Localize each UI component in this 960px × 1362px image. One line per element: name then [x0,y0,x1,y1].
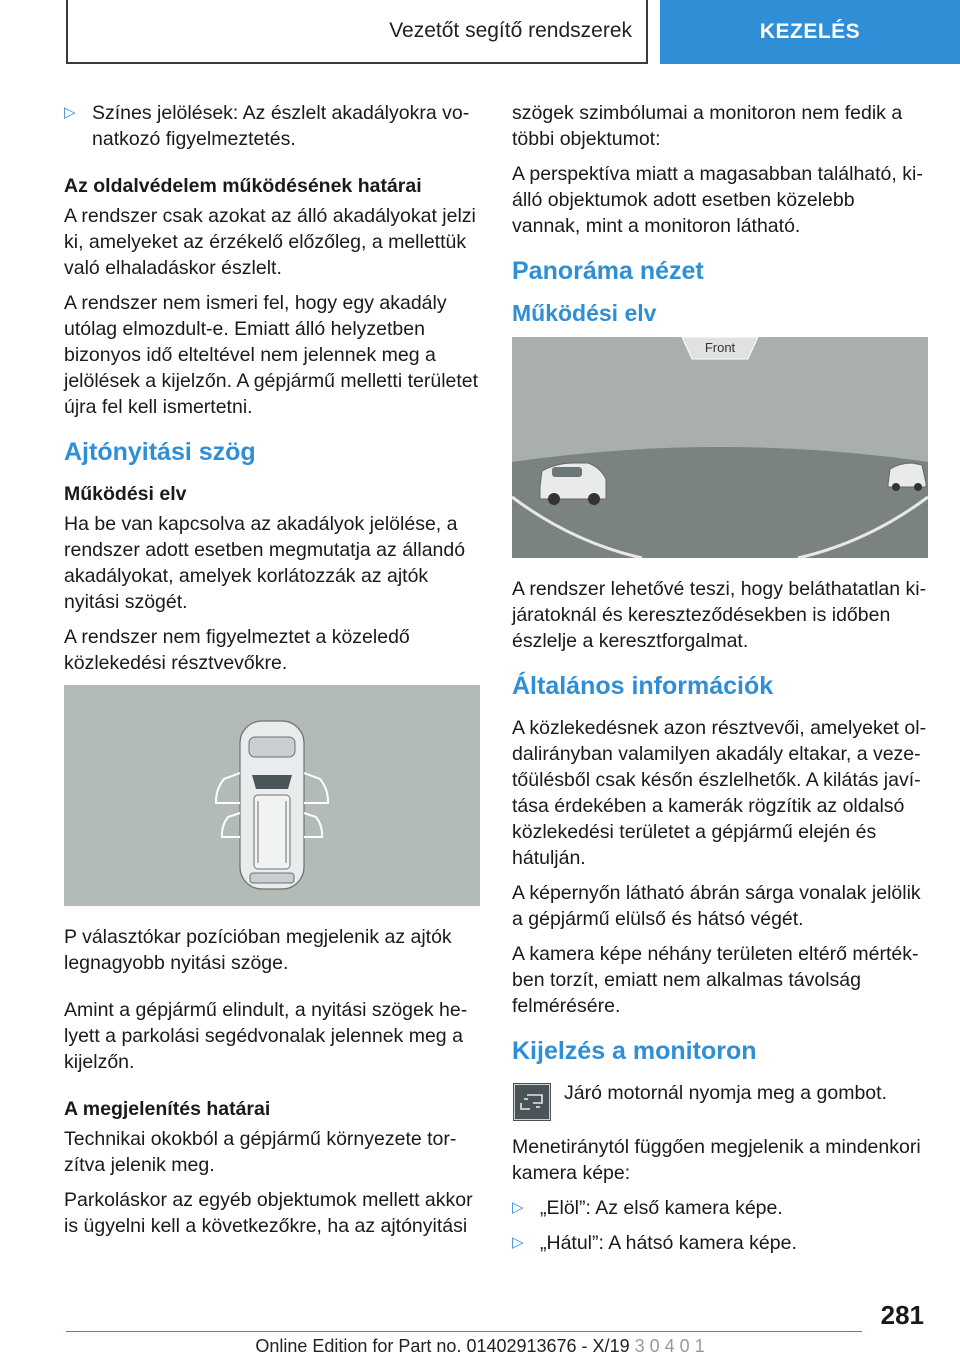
front-label: Front [704,340,736,355]
panorama-heading: Panoráma nézet [512,257,704,285]
continued-paragraph-1: szögek szimbólumai a monitoron nem fedik a többi objektumot: [512,102,903,150]
list-item-text: „Elöl”: Az első kamera képe. [540,1197,783,1219]
list-item [512,1195,928,1221]
footer-tail: 3 0 4 0 1 [634,1336,705,1356]
list-item [512,1230,928,1256]
limits-heading: Az oldalvédelem működésének határai [64,175,422,197]
general-info-heading: Általános információk [512,672,774,700]
monitor-display-heading: Kijelzés a monitoron [512,1037,757,1065]
general-paragraph-2: A képernyőn látható ábrán sárga vonalak jelölik a gépjármű elülső és hátsó végét. [512,882,921,930]
page-number: 281 [880,1300,924,1330]
door-paragraph-3: P választókar pozícióban megjelenik az ajtók legnagyobb nyitási szöge. [64,926,452,974]
footer-text: Online Edition for Part no. 01402913676 - X/19 [255,1336,630,1356]
chapter-title: KEZELÉS [759,20,861,43]
principle-heading-right: Működési elv [512,300,657,326]
camera-button-row [512,1080,928,1120]
car-right-icon [888,463,926,491]
list-item-text: „Hátul”: A hátsó kamera képe. [540,1232,797,1254]
continued-paragraph-2: A perspektíva miatt a magasabban található, kiálló objektumok adott esetben közelebb vannak, mint a monitoron látható. [512,163,923,237]
header-chapter-tab [660,0,960,64]
principle-heading: Működési elv [64,483,187,505]
general-paragraph-3: A kamera képe néhány területen eltérő mértékben torzít, emiatt nem alkalmas távolság felmérésére. [512,943,919,1017]
door-paragraph-1: Ha be van kapcsolva az akadályok jelölése, a rendszer adott esetben megmutatja az állandó akadályokat, amelyek korlátozzák az ajtók nyitási szögét. [64,513,466,613]
bullet-triangle-icon: ▷ [64,104,76,121]
display-paragraph-1: Technikai okokból a gépjármű környezete torzítva jelenik meg. [64,1128,457,1176]
section-title: Vezetőt segítő rendszerek [389,19,632,42]
right-column [512,100,928,1265]
display-paragraph-2: Parkoláskor az egyéb objektumok mellett akkor is ügyelni kell a következőkre, ha az ajtónyitási [64,1189,473,1237]
limits-paragraph-1: A rendszer csak azokat az álló akadályokat jelzi ki, amelyeket az érzékelő előzőleg, a mellettük való elhaladáskor észlelt. [64,205,476,279]
limits-paragraph-2: A rendszer nem ismeri fel, hogy egy akadály utólag elmozdult-e. Emiatt álló helyzetben bizonyos idő elteltével nem jelennek meg a jelölések a kijelzőn. A gépjármű melletti területet újra fel kell ismertetni. [64,292,479,418]
camera-button-icon [514,1084,550,1120]
door-paragraph-4: Amint a gépjármű elindult, a nyitási szögek helyett a parkolási segédvonalak jelennek meg a kijelzőn. [64,999,468,1073]
bullet-triangle-icon: ▷ [512,1234,524,1251]
door-paragraph-2: A rendszer nem figyelmeztet a közeledő közlekedési résztvevőkre. [64,626,410,674]
door-angle-heading: Ajtónyitási szög [64,438,256,466]
footer [0,1336,960,1357]
car-top-view-icon [240,721,304,889]
header-section [66,0,648,64]
door-angle-figure [64,685,480,906]
car-left-icon [540,463,606,505]
panorama-figure [512,337,928,558]
display-limits-heading: A megjelenítés határai [64,1098,271,1120]
left-column [64,100,480,1248]
panorama-paragraph-1: A rendszer lehetővé teszi, hogy beláthatatlan kijáratoknál és kereszteződésekben is időben észlelje a keresztforgalmat. [512,578,927,652]
general-paragraph-1: A közlekedésnek azon résztvevői, amelyeket oldalirányban valamilyen akadály eltakar, a vezetőülésből csak későn észlelhetők. A kilátás javítása érdekében a kamerák rögzítik az oldalsó közlekedési területet a gépjármű elején és hátulján. [512,717,927,869]
monitor-paragraph-1: Járó motornál nyomja meg a gombot. [564,1082,887,1104]
bullet-triangle-icon: ▷ [512,1199,524,1216]
footer-divider [66,1331,862,1332]
list-item-text: Színes jelölések: Az észlelt akadályokra vonatkozó figyelmeztetés. [92,102,470,150]
list-item [64,100,480,152]
monitor-paragraph-2: Menetiránytól függően megjelenik a mindenkori kamera képe: [512,1136,921,1184]
